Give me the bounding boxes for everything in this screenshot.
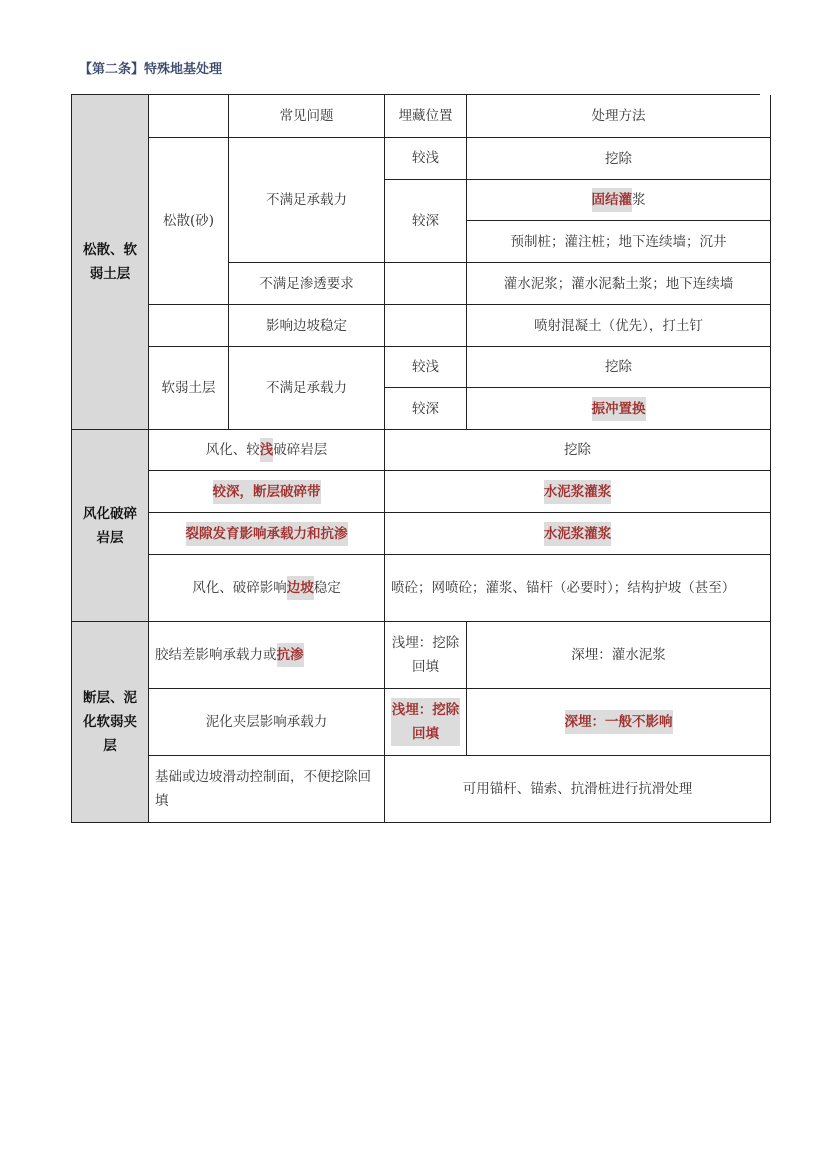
emphasis-text: 浅	[260, 438, 274, 462]
subgroup-blank	[149, 305, 229, 347]
method-consolidation-grouting	[467, 180, 771, 221]
position-empty-slope	[385, 305, 467, 347]
method-shallow-backfill: 浅埋：挖除回填	[385, 622, 467, 689]
method-vibro-replacement	[467, 388, 771, 430]
emphasis-text: 较深，断层破碎带	[213, 480, 321, 504]
problem-sliding-surface: 基础或边坡滑动控制面，不便挖除回填	[149, 756, 385, 823]
method-shallow-backfill-2	[385, 689, 467, 756]
method-seepage: 灌水泥浆；灌水泥黏土浆；地下连续墙	[467, 263, 771, 305]
emphasis-text: 水泥浆灌浆	[544, 480, 612, 504]
plain-text: 稳定	[313, 580, 341, 596]
problem-soft-bearing: 不满足承载力	[229, 347, 385, 430]
emphasis-text: 抗渗	[277, 643, 304, 667]
header-common-problem: 常见问题	[229, 95, 385, 138]
subgroup-soft-soil: 软弱土层	[149, 347, 229, 430]
method-slope: 喷射混凝土（优先），打土钉	[467, 305, 771, 347]
method-deep-no-effect	[467, 689, 771, 756]
plain-text: 风化、较	[205, 442, 260, 458]
group-title-loose-soft-soil: 松散、软弱土层	[72, 95, 149, 430]
method-soft-excavate: 挖除	[467, 347, 771, 388]
position-shallow: 较浅	[385, 138, 467, 180]
method-deep-foundation: 预制桩；灌注桩；地下连续墙；沉井	[467, 221, 771, 263]
method-shotcrete: 喷砼；网喷砼；灌浆、锚杆（必要时）；结构护坡（甚至）	[385, 555, 771, 622]
plain-text: 风化、破碎影响	[192, 580, 287, 596]
foundation-treatment-table	[71, 94, 760, 823]
plain-text: 胶结差影响承载力或	[155, 647, 277, 663]
problem-weathered-shallow	[149, 430, 385, 471]
emphasis-text: 裂隙发育影响承载力和抗渗	[186, 522, 348, 546]
problem-bearing-capacity: 不满足承载力	[229, 138, 385, 263]
method-excavate: 挖除	[467, 138, 771, 180]
problem-poor-cementation	[149, 622, 385, 689]
emphasis-text: 水泥浆灌浆	[544, 522, 612, 546]
header-treatment-method: 处理方法	[467, 95, 771, 138]
group-title-fault-clay-layer: 断层、泥化软弱夹层	[72, 622, 149, 823]
position-soft-shallow: 较浅	[385, 347, 467, 388]
problem-fault-fracture-zone	[149, 471, 385, 513]
subgroup-loose-sand: 松散(砂)	[149, 138, 229, 305]
method-cement-grouting	[385, 471, 771, 513]
method-anti-slide: 可用锚杆、锚索、抗滑桩进行抗滑处理	[385, 756, 771, 823]
header-burial-position: 埋藏位置	[385, 95, 467, 138]
problem-fissure	[149, 513, 385, 555]
position-soft-deep: 较深	[385, 388, 467, 430]
method-deep-grouting: 深埋：灌水泥浆	[467, 622, 771, 689]
problem-clay-interlayer: 泥化夹层影响承载力	[149, 689, 385, 756]
emphasis-text: 深埋：一般不影响	[565, 710, 673, 734]
emphasis-text: 固结灌	[592, 188, 633, 212]
emphasis-text: 边坡	[287, 576, 314, 600]
problem-seepage: 不满足渗透要求	[229, 263, 385, 305]
position-empty-seepage	[385, 263, 467, 305]
position-deep: 较深	[385, 180, 467, 263]
emphasis-text: 浅埋：挖除回填	[391, 698, 460, 746]
method-weathered-excavate: 挖除	[385, 430, 771, 471]
group-title-weathered-rock: 风化破碎岩层	[72, 430, 149, 622]
problem-slope-stability: 影响边坡稳定	[229, 305, 385, 347]
header-blank-cell	[149, 95, 229, 138]
section-heading: 【第二条】特殊地基处理	[79, 62, 223, 77]
problem-slope-weathered	[149, 555, 385, 622]
emphasis-text: 振冲置换	[592, 397, 646, 421]
plain-text: 浆	[632, 192, 646, 208]
plain-text: 破碎岩层	[273, 442, 328, 458]
method-cement-grouting-2	[385, 513, 771, 555]
